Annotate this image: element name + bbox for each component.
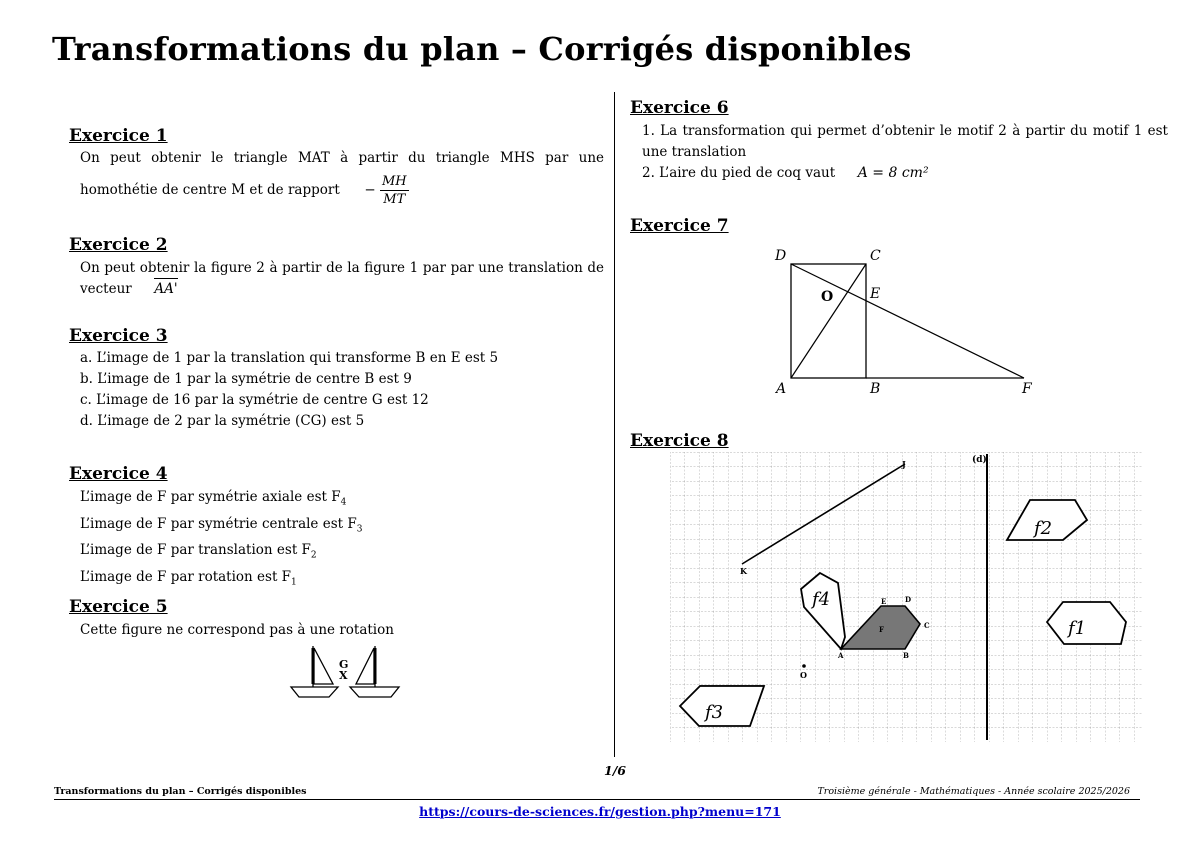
label-f2: f2 [1034,518,1053,539]
label-e: E [881,597,887,606]
label-d: D [775,248,787,264]
fraction-numerator: MH [381,174,407,189]
label-a: A [776,381,787,397]
point-o [802,664,806,668]
exercise-3-list [80,348,498,432]
left-sail-icon [314,648,333,684]
exercise-6-line3: 2. L’aire du pied de coq vaut [642,165,836,181]
exercise-2-line2: vecteur [80,281,132,297]
list-item: L’image de F par symétrie axiale est $F_4$ [80,489,347,508]
label-e: E [870,286,881,302]
right-hull-icon [350,687,399,697]
label-b: B [870,381,881,397]
exercise-2-text [80,258,604,300]
column-divider [614,92,615,757]
exercise-1-text [80,148,604,208]
vector-aa-prime: AA' [154,281,177,297]
label-k: K [740,566,747,576]
segment-df [791,264,1024,378]
exercise-6-line1: 1. La transformation qui permet d’obtenir le motif 2 à partir du motif 1 est [642,123,1168,139]
label-f: F [879,625,884,634]
label-f: F [1022,381,1032,397]
vector-arrow-icon [154,278,177,279]
exercise-2-heading: Exercice 2 [69,235,168,255]
list-item: b. L’image de 1 par la symétrie de centre B est 9 [80,371,412,387]
segment-ac [791,264,866,378]
exercise-1-heading: Exercice 1 [69,126,168,146]
list-item: L’image de F par symétrie centrale est $F_3$ [80,515,363,535]
label-axis-d: (d) [972,455,987,465]
fraction-denominator: MT [383,192,406,207]
label-o: O [821,289,834,305]
exercise-4-list [80,487,362,594]
label-j: J [902,459,906,469]
label-f3: f3 [705,702,724,723]
footer-divider [54,799,1140,800]
grid-figure [670,452,1142,742]
label-c: C [924,621,930,630]
label-g: G [339,658,349,671]
label-f1: f1 [1068,618,1087,639]
list-item: L’image de F par rotation est $F_1$ [80,569,297,588]
footer-title: Transformations du plan – Corrigés disponibles [54,786,307,797]
exercise-4-heading: Exercice 4 [69,464,168,484]
area-formula: A = 8 cm² [857,165,929,181]
exercise-3-heading: Exercice 3 [69,326,168,346]
label-f4: f4 [812,589,831,610]
label-d: D [905,595,912,604]
footer-info: Troisième générale - Mathématiques - Année scolaire 2025/2026 [817,786,1130,797]
exercise-5-heading: Exercice 5 [69,597,168,617]
label-x: X [339,669,348,682]
exercise-8-heading: Exercice 8 [630,431,729,451]
list-item: c. L’image de 16 par la symétrie de centre G est 12 [80,392,429,408]
exercise-6-heading: Exercice 6 [630,98,729,118]
fraction-sign: − [364,182,376,198]
exercise-2-line1: On peut obtenir la figure 2 à partir de la figure 1 par par une translation de [80,260,604,276]
list-item: a. L’image de 1 par la translation qui transforme B en E est 5 [80,350,499,366]
label-c: C [870,248,881,264]
shape-f1 [1047,602,1126,644]
page-title: Transformations du plan – Corrigés disponibles [52,30,912,68]
left-hull-icon [291,687,338,697]
footer-link[interactable]: https://cours-de-sciences.fr/gestion.php?menu=171 [419,804,781,819]
label-b: B [903,651,909,660]
label-o: O [800,670,807,680]
exercise-1-line2: homothétie de centre M et de rapport [80,182,340,198]
right-sail-icon [356,648,374,684]
ratio-fraction [380,173,409,208]
exercise-6-line2: une translation [642,144,747,160]
exercise-7-heading: Exercice 7 [630,216,729,236]
exercise-1-line1: On peut obtenir le triangle MAT à partir du triangle MHS par une [80,150,604,166]
list-item: d. L’image de 2 par la symétrie (CG) est 5 [80,413,365,429]
geometry-figure [770,244,1040,400]
sailboats-figure [283,642,405,704]
list-item: L’image de F par translation est $F_2$ [80,542,317,562]
label-a: A [838,651,844,660]
exercise-5-text: Cette figure ne correspond pas à une rotation [80,622,394,638]
page-number: 1/6 [604,763,626,778]
exercise-6-text [642,121,1168,184]
